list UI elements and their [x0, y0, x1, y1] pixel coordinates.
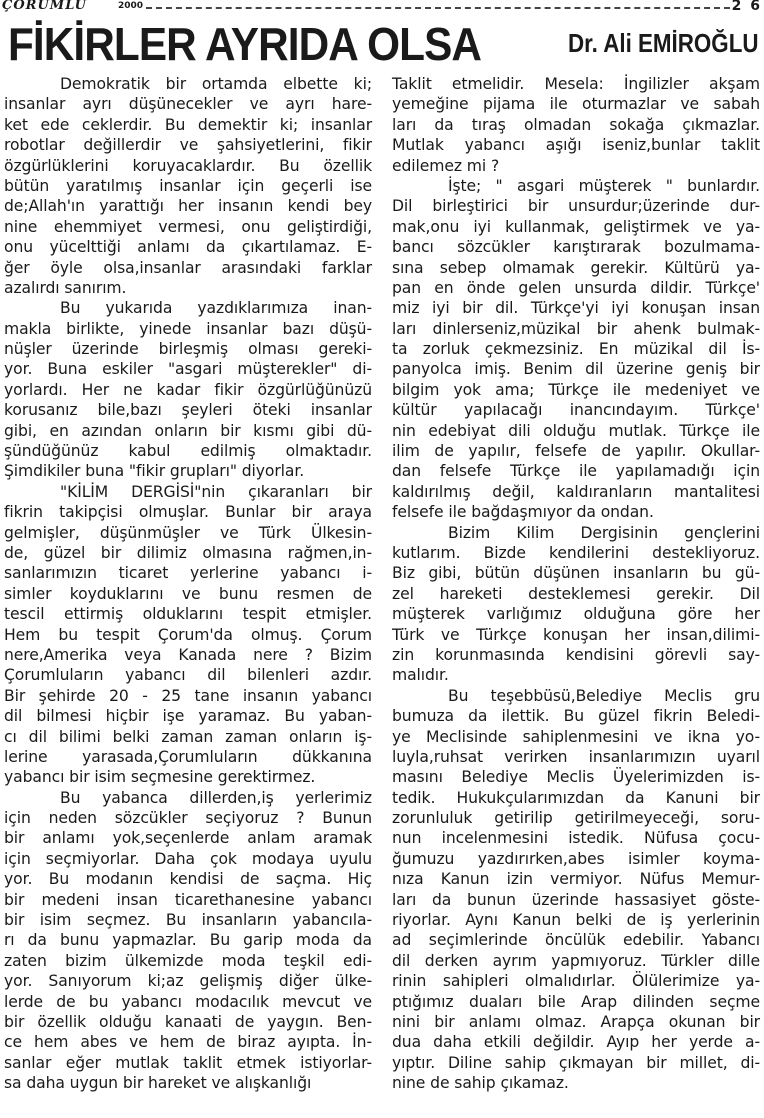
text-line: pan en önde gelen unsurda dildir. Türkçe' — [392, 278, 760, 297]
text-line: bumuza da ilettik. Bu güzel fikrin Beledi- — [392, 707, 760, 726]
publication-year: 2000 — [118, 1, 144, 11]
text-line: İşte; " asgari müşterek " bunlardır. — [448, 176, 760, 195]
text-line: onu yücelttiği anlamı da çıkartılamaz. E- — [4, 238, 372, 257]
text-line: de;Allah'ın yarattığı her insanın kendi bey — [4, 197, 372, 216]
text-line: kutlarım. Bizde kendilerini destekliyoruz. — [392, 543, 760, 562]
text-line: tescil ettirmiş olduklarını tespit etmişler. — [4, 605, 372, 624]
publication-name: ÇORUMLU — [2, 0, 87, 13]
text-line: simler koyduklarını ve bunu resmen de — [4, 584, 372, 603]
text-line: Bu yabanca dillerden,iş yerlerimiz — [60, 788, 372, 807]
article-title: FİKİRLER AYRIDA OLSA — [8, 18, 482, 70]
left-column — [4, 74, 372, 1094]
text-line: Bu yukarıda yazdıklarımıza inan- — [60, 299, 372, 318]
text-line: de, güzel bir dilimiz olmasına rağmen,in- — [4, 543, 372, 562]
text-line: nun incelenmesini istedik. Nüfusa çocu- — [392, 829, 760, 848]
text-line: Şimdikiler buna "fikir grupları" diyorlar. — [4, 462, 305, 481]
text-line: dil derken ayrım yapmıyoruz. Türkler dille — [392, 951, 760, 970]
text-line: için neden sözcükler seçiyoruz ? Bunun — [4, 809, 372, 828]
text-line: riyorlar. Aynı Kanun belki de iş yerlerinin — [392, 911, 760, 930]
text-line: özgürlüklerini koruyacaklardır. Bu özellik — [4, 156, 372, 175]
text-line: tedik. Hukukçularımızdan da Kanuni bir — [392, 788, 760, 807]
text-line: bir isim seçmez. Bu insanların yabancıla- — [4, 911, 372, 930]
text-line: kaldırılmış değil, kaldıranların mantalitesi — [392, 482, 760, 501]
text-line: yor. Buna eskiler "asgari müşterekler" di- — [4, 360, 372, 379]
text-line: Hem bu tespit Çorum'da olmuş. Çorum — [4, 625, 372, 644]
text-line: zin korunmasında kendisini görevli say- — [392, 645, 760, 664]
text-line: müşterek varlığımız olduğuna göre her — [392, 605, 760, 624]
text-line: ğumuzu yazdırırken,abes isimler koyma- — [392, 849, 760, 868]
text-line: ptığımız duaları bile Arap dilinden seçme — [392, 992, 760, 1011]
text-line: ları dinlerseniz,müzikal bir ahenk bulmak- — [392, 319, 760, 338]
page-header — [0, 0, 764, 14]
text-line: kültür yapılacağı inancındayım. Türkçe' — [392, 401, 760, 420]
text-line: nıza Kanun izin vermiyor. Nüfus Memur- — [392, 870, 760, 889]
text-line: bir medeni insan ticarethanesine yabancı — [4, 890, 372, 909]
text-line: rinin sahipleri olmalıdırlar. Ölülerimize ya- — [392, 972, 760, 991]
text-line: Bir şehirde 20 - 25 tane insanın yabancı — [4, 686, 372, 705]
text-line: fikrin takipçisi olmuşlar. Bunlar bir araya — [4, 503, 372, 522]
text-line: nini bir anlamı olmaz. Arapça okunan bir — [392, 1012, 760, 1031]
text-line: panyolca imiş. Benim dil üzerine geniş bir — [392, 360, 760, 379]
text-line: lerde de bu yabancı modacılık mevcut ve — [4, 992, 372, 1011]
text-line: Taklit etmelidir. Mesela: İngilizler akşam — [392, 75, 760, 93]
text-line: insanlar ayrı düşünecekler ve ayrı hare- — [4, 95, 372, 114]
text-line: yor. Sanıyorum ki;az gelişmiş diğer ülke- — [4, 972, 372, 991]
text-line: dil bilmesi hiçbir işe yaramaz. Bu yaban- — [4, 707, 372, 726]
text-line: ğer öyle olsa,insanlar arasındaki farklar — [4, 258, 372, 277]
text-line: ları da bunun üzerinde hassasiyet göste- — [392, 890, 760, 909]
text-line: bilgim yok ama; Türkçe ile medeniyet ve — [392, 380, 760, 399]
text-line: sa daha uygun bir hareket ve alışkanlığı — [4, 1074, 312, 1093]
text-line: Dil birleştirici bir unsurdur;üzerinde dur- — [392, 197, 760, 216]
text-line: için seçmiyorlar. Daha çok modaya uyulu — [4, 849, 372, 868]
text-line: robotlar değillerdir ve şahsiyetlerini, fikir — [4, 136, 372, 155]
text-line: yabancı bir isim seçmesine gerektirmez. — [4, 768, 316, 787]
text-line: malıdır. — [392, 666, 449, 685]
text-line: şündüğünüz kabul edilmiş olmaktadır. — [4, 442, 372, 461]
text-line: dua daha etkili değildir. Ayıp her yerde a- — [392, 1033, 760, 1052]
text-line: sanlar eğer mutlak taklit etmek istiyorlar- — [4, 1053, 372, 1072]
text-line: bir anlamı yok,seçenlerde anlam aramak — [4, 829, 372, 848]
text-line: Demokratik bir ortamda elbette ki; — [60, 75, 372, 93]
text-line: Bizim Kilim Dergisinin gençlerini — [448, 523, 760, 542]
text-line: Mutlak yabancı aşığı iseniz,bunlar taklit — [392, 136, 760, 155]
text-line: zel hareketi desteklemesi gerekir. Dil — [392, 584, 760, 603]
text-line: miz iyi bir dil. Türkçe'yi iyi konuşan insan — [392, 299, 760, 318]
text-line: ce hem abes ve hem de biraz ayıpta. İn- — [4, 1033, 372, 1052]
text-line: sanlarımızın ticaret yerlerine yabancı i- — [4, 564, 372, 583]
text-line: dan felsefe Türkçe ile yapılamadığı için — [392, 462, 760, 481]
text-line: azalırdı sanırım. — [4, 278, 127, 297]
text-line: rı da bunu yapmazlar. Bu garip moda da — [4, 931, 372, 950]
right-column — [392, 74, 760, 1094]
text-line: yıptır. Diline sahip çıkmayan bir millet, di- — [392, 1053, 760, 1072]
text-line: Bu teşebbüsü,Belediye Meclis gru — [448, 686, 760, 705]
text-line: nere,Amerika veya Kanada nere ? Bizim — [4, 645, 372, 664]
text-line: korusanız bile,bazı şeyleri öteki insanlar — [4, 401, 372, 420]
text-line: ta zorluk çekmezsiniz. En müzikal dil İs- — [392, 340, 760, 359]
text-line: nine ehemmiyet vermesi, onu geliştirdiği, — [4, 217, 372, 236]
text-line: lerine yarasada,Çorumluların dükkanına — [4, 747, 372, 766]
text-line: makla birlikte, yinede insanlar bazı düşü- — [4, 319, 372, 338]
text-line: yorlardı. Her ne kadar fikir özgürlüğünüzü — [4, 380, 372, 399]
text-line: felsefe ile bağdaşmıyor da ondan. — [392, 503, 654, 522]
text-line: ye Meclisinde sahiplenmesini ve ikna yo- — [392, 727, 760, 746]
text-line: yor. Bu modanın kendisi de saçma. Hiç — [4, 870, 372, 889]
text-line: bancı sözcükler karıştırarak bozulmama- — [392, 238, 760, 257]
text-line: nüşler üzerinde birleşmiş olması gereki- — [4, 340, 372, 359]
text-line: edilemez mi ? — [392, 156, 500, 175]
header-divider — [146, 7, 730, 9]
text-line: bir özellik olduğu kanaati de yaygın. Ben- — [4, 1012, 372, 1031]
text-line: zaten bizim ülkemizde moda teşkil edi- — [4, 951, 372, 970]
text-line: ket ede ceklerdir. Bu demektir ki; insanlar — [4, 115, 372, 134]
text-line: "KİLİM DERGİSİ"nin çıkaranları bir — [60, 482, 372, 501]
text-line: cı dil bilimi belki zaman zaman onların iş- — [4, 727, 372, 746]
text-line: gibi, en azından onların bir kısmı gibi dü- — [4, 421, 372, 440]
page-number: 2 6 — [731, 0, 762, 14]
text-line: bütün yaratılmış insanlar için geçerli ise — [4, 176, 372, 195]
text-line: zorunluluk getirilip getirilmeyeceği, soru- — [392, 809, 760, 828]
text-line: luyla,ruhsat verirken insanlarımızın uyarıl — [392, 747, 760, 766]
text-line: ları da tıraş olmadan sokağa çıkmazlar. — [392, 115, 760, 134]
text-line: Çorumluların yabancı dil bilenleri azdır. — [4, 666, 372, 685]
text-line: gelmişler, düşünmüşler ve Türk Ülkesin- — [4, 523, 372, 542]
text-line: ad seçimlerinde öncülük edebilir. Yabancı — [392, 931, 760, 950]
text-line: nine de sahip çıkamaz. — [392, 1074, 569, 1093]
text-line: yemeğine pijama ile oturmazlar ve sabah — [392, 95, 760, 114]
article-author: Dr. Ali EMİROĞLU — [567, 28, 758, 58]
text-line: Biz gibi, bütün düşünen insanların bu gü- — [392, 564, 760, 583]
text-line: sına sebep olmamak gerekir. Kültürü ya- — [392, 258, 760, 277]
text-line: Türk ve Türkçe konuşan her insan,dilimi- — [392, 625, 760, 644]
text-line: ilim de yapılır, felsefe de yapılır. Okullar- — [392, 442, 760, 461]
text-line: mak,onu iyi kullanmak, geliştirmek ve ya- — [392, 217, 760, 236]
text-line: nin edebiyat dili olduğu mutlak. Türkçe ile — [392, 421, 760, 440]
text-line: masını Belediye Meclis Üyelerimizden is- — [392, 768, 760, 787]
